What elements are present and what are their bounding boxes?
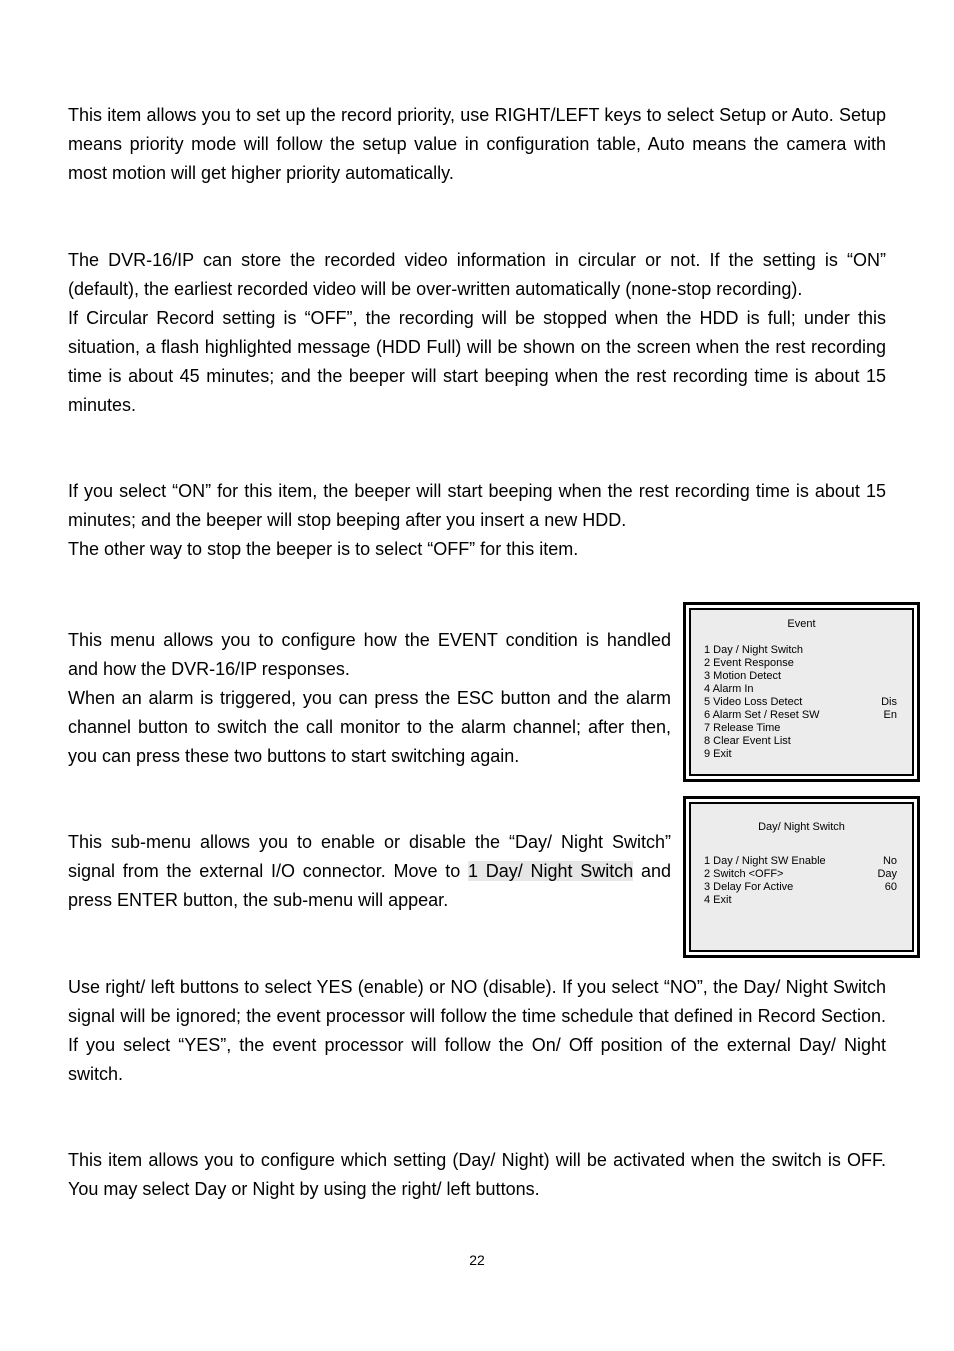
menu-item-label: 5 Video Loss Detect — [704, 696, 803, 708]
menu-item-value: Day — [877, 868, 897, 880]
daynight-menu-screenshot — [683, 796, 920, 958]
menu-item-label: 4 Exit — [704, 894, 732, 906]
menu-item-value: 60 — [884, 881, 897, 893]
menu-item-label: 2 Switch <OFF> — [704, 868, 784, 880]
menu-item-label: 2 Event Response — [704, 657, 794, 669]
daynight-text-before: This sub-menu allows you to enable or disable the “Day/ Night Switch” signal from the external I/O connector. Move to — [68, 832, 671, 881]
circular-record-paragraph-1: The DVR-16/IP can store the recorded video information in circular or not. If the setting is “ON” (default), the earliest recorded video will be over-written automatically (none-stop recording). — [68, 250, 886, 299]
switch-off-paragraph: This item allows you to configure which setting (Day/ Night) will be activated when the switch is OFF. You may select Day or Night by using the right/ left buttons. — [68, 1150, 886, 1199]
event-menu-panel — [689, 608, 914, 776]
circular-record-paragraph-2: If Circular Record setting is “OFF”, the recording will be stopped when the HDD is full; under this situation, a flash highlighted message (HDD Full) will be shown on the screen when the rest recording time is about 45 minutes; and the beeper will start beeping when the rest recording time is about 15 minutes. — [68, 308, 886, 415]
daynight-menu-title: Day/ Night Switch — [758, 821, 845, 833]
daynight-menu-reference: 1 Day/ Night Switch — [468, 861, 634, 881]
page-number: 22 — [469, 1252, 485, 1268]
menu-item-value: Dis — [881, 696, 897, 708]
event-menu-title: Event — [787, 618, 816, 630]
daynight-menu-panel — [689, 802, 914, 952]
event-menu-item — [704, 657, 897, 670]
event-menu-item — [704, 748, 897, 761]
menu-item-label: 7 Release Time — [704, 722, 781, 734]
menu-item-label: 4 Alarm In — [704, 683, 754, 695]
event-menu-screenshot — [683, 602, 920, 782]
daynight-menu-item — [704, 868, 897, 881]
event-menu-item — [704, 644, 897, 657]
event-menu-item — [704, 722, 897, 735]
menu-item-label: 9 Exit — [704, 748, 732, 760]
menu-item-label: 3 Delay For Active — [704, 881, 794, 893]
event-menu-item — [704, 735, 897, 748]
menu-item-label: 1 Day / Night SW Enable — [704, 855, 826, 867]
daynight-menu-item — [704, 894, 897, 907]
daynight-enable-paragraph: Use right/ left buttons to select YES (enable) or NO (disable). If you select “NO”, the Day/ Night Switch signal will be ignored; the event processor will follow the time schedule that defined in Record Section. If you select “YES”, the event processor will follow the On/ Off position of the external Day/ Night switch. — [68, 977, 886, 1084]
daynight-paragraph — [68, 828, 671, 915]
event-paragraph-1: This menu allows you to configure how the EVENT condition is handled and how the DVR-16/IP responses. — [68, 630, 671, 679]
daynight-text-after: and press ENTER button, the sub-menu will appear. — [68, 861, 672, 910]
event-menu-list — [704, 644, 897, 761]
menu-item-value: En — [883, 709, 897, 721]
record-priority-paragraph: This item allows you to set up the record priority, use RIGHT/LEFT keys to select Setup or Auto. Setup means priority mode will follow the setup value in configuration table, Auto means the camera with most motion will get higher priority automatically. — [68, 105, 886, 183]
event-menu-item — [704, 709, 897, 722]
menu-item-label: 8 Clear Event List — [704, 735, 791, 747]
event-paragraph-2: When an alarm is triggered, you can press the ESC button and the alarm channel button to switch the call monitor to the alarm channel; after then, you can press these two buttons to start switching again. — [68, 688, 671, 766]
beeper-paragraph-1: If you select “ON” for this item, the beeper will start beeping when the rest recording time is about 15 minutes; and the beeper will stop beeping after you insert a new HDD. — [68, 481, 886, 530]
menu-item-label: 6 Alarm Set / Reset SW — [704, 709, 820, 721]
menu-item-label: 1 Day / Night Switch — [704, 644, 804, 656]
menu-item-label: 3 Motion Detect — [704, 670, 782, 682]
event-menu-item — [704, 696, 897, 709]
beeper-paragraph-2: The other way to stop the beeper is to select “OFF” for this item. — [68, 539, 579, 559]
event-menu-item — [704, 683, 897, 696]
daynight-menu-item — [704, 881, 897, 894]
event-menu-item — [704, 670, 897, 683]
daynight-menu-list — [704, 855, 897, 907]
menu-item-value: No — [882, 855, 897, 867]
daynight-menu-item — [704, 855, 897, 868]
